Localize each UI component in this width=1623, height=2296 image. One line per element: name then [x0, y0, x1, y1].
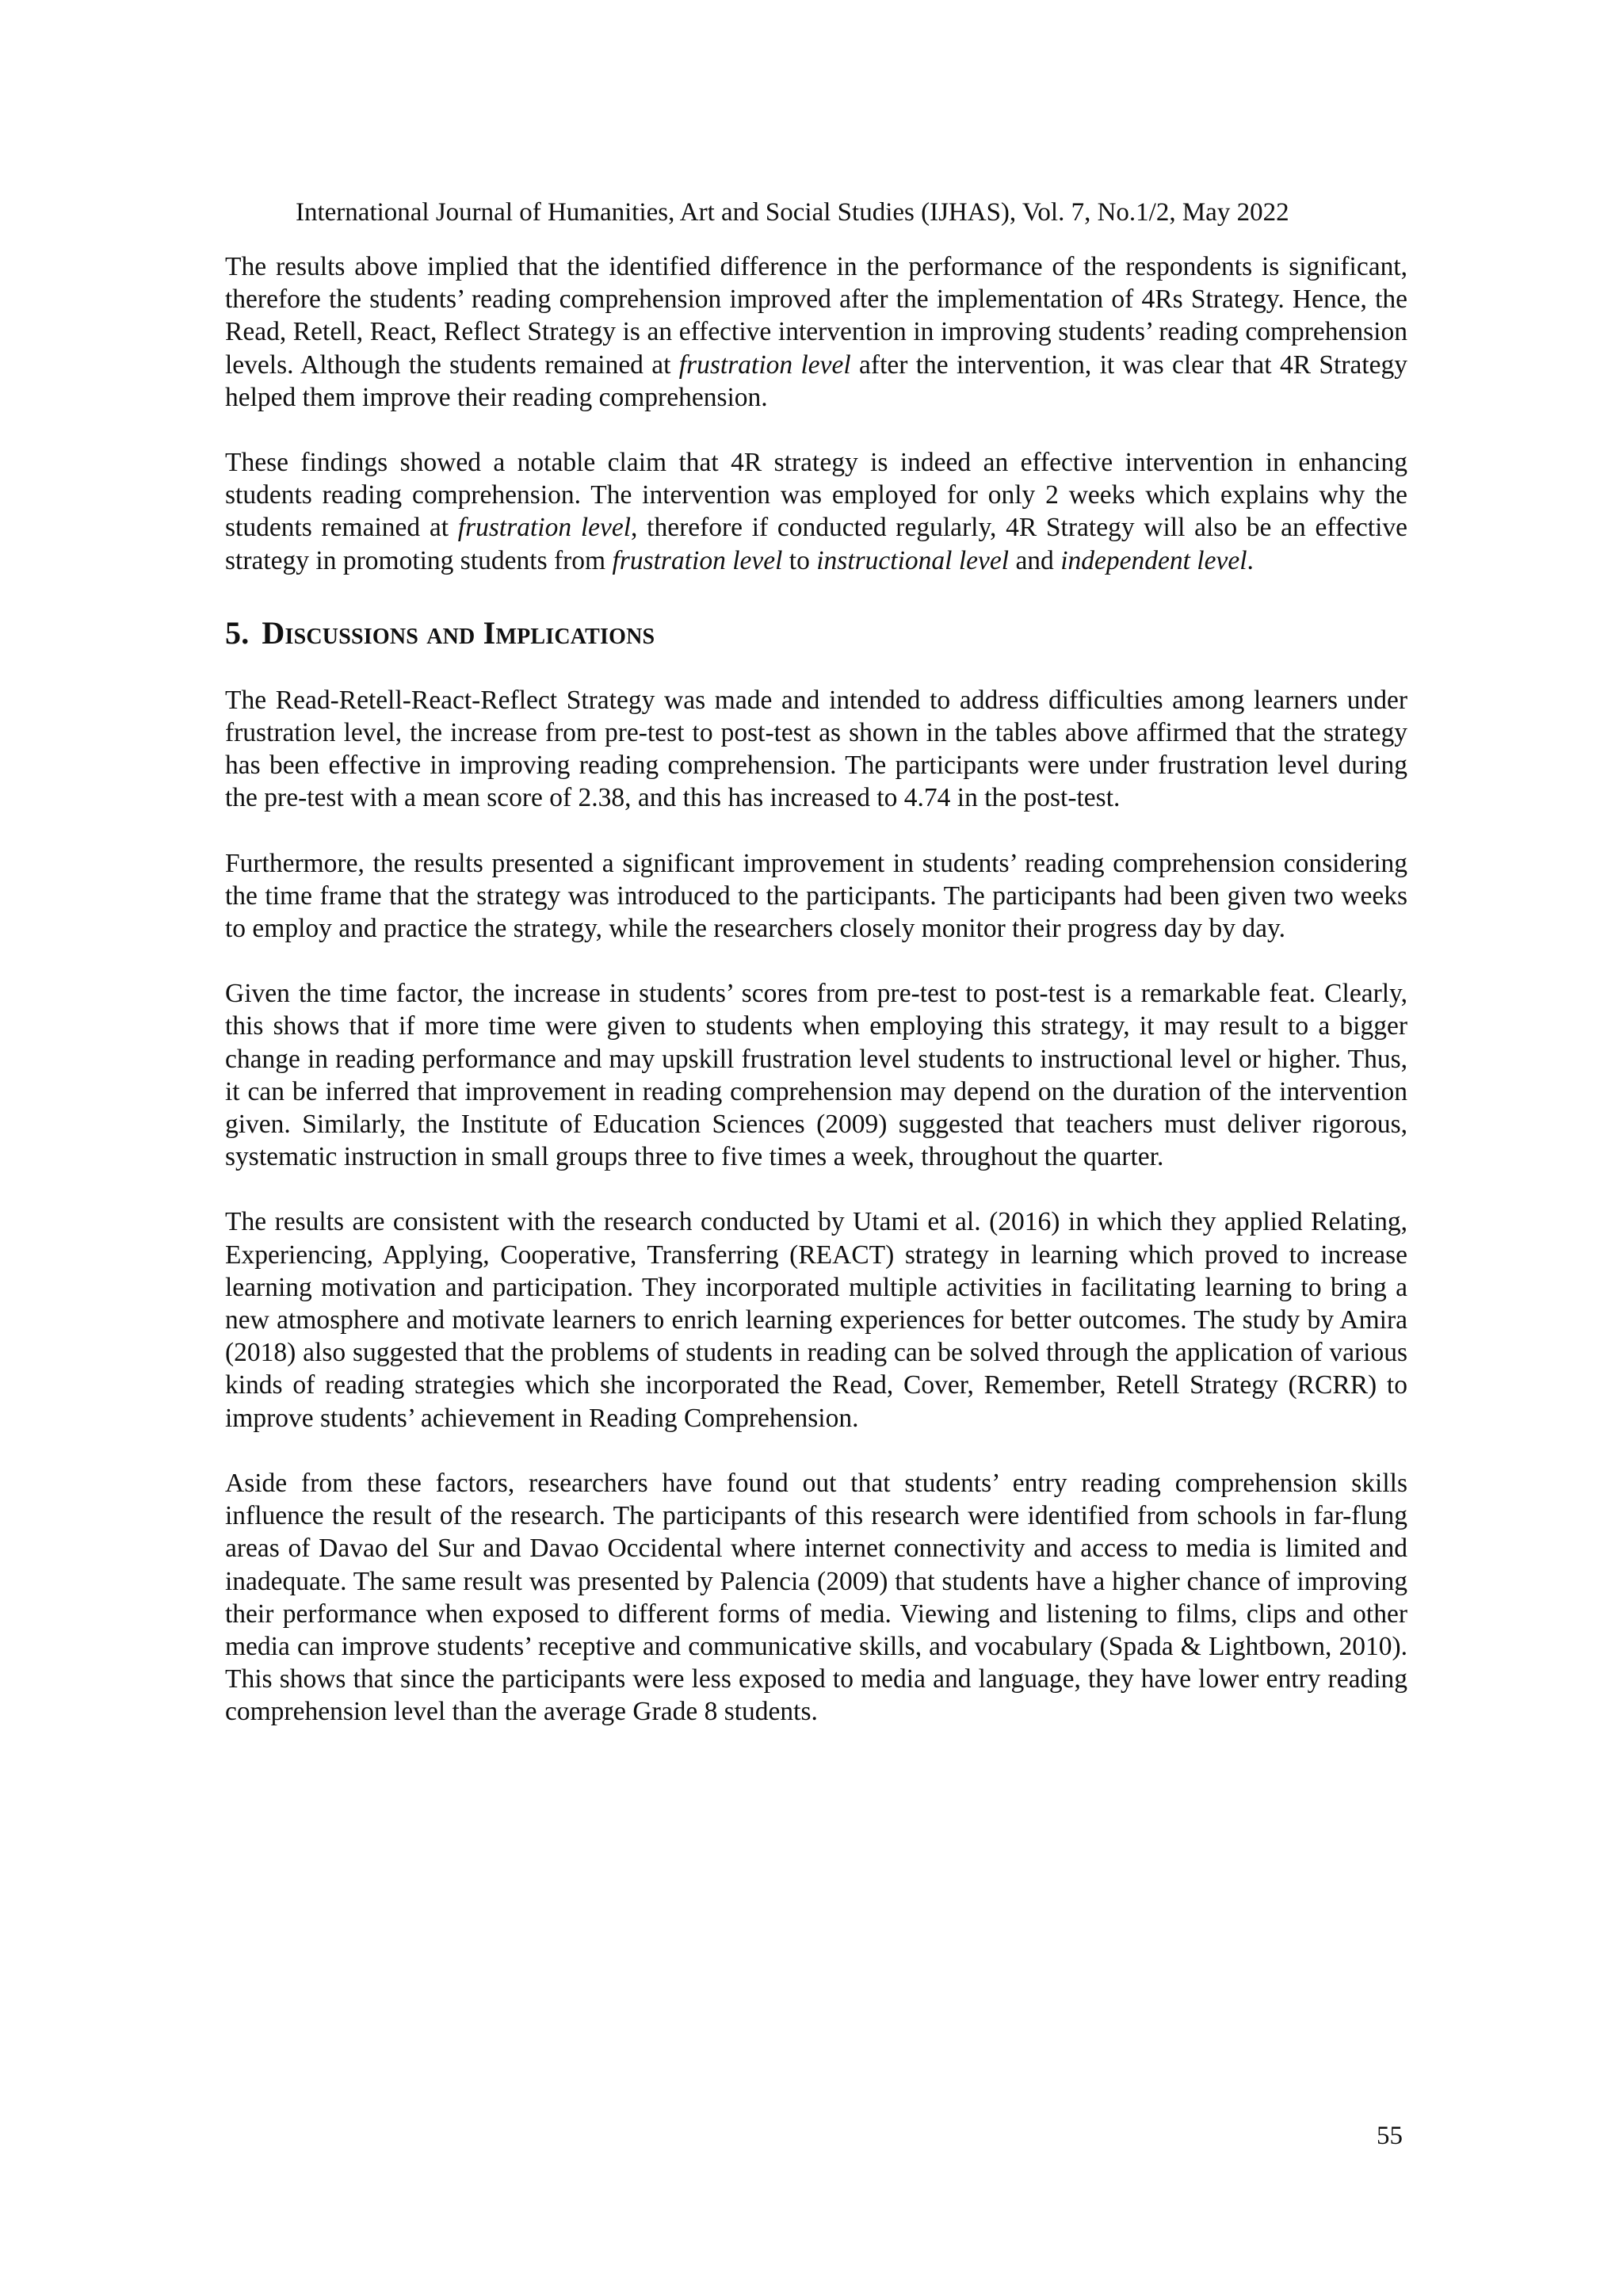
running-header: International Journal of Humanities, Art and Social Studies (IJHAS), Vol. 7, No.1/2, May 2022 — [296, 198, 1289, 227]
italic-text: frustration level — [678, 350, 851, 380]
italic-text: instructional level — [816, 545, 1010, 575]
body-text — [225, 250, 1407, 1761]
paragraphs-after-section — [225, 684, 1407, 1729]
paragraph — [225, 250, 1407, 414]
text-run: to — [782, 545, 817, 575]
section-heading — [225, 614, 1407, 652]
italic-text: independent level — [1060, 545, 1247, 575]
italic-text: frustration level — [612, 545, 783, 575]
paragraph — [225, 1467, 1407, 1729]
text-run: after the intervention, it was clear that 4R Strategy helped them improve their reading comprehension. — [225, 350, 1408, 412]
text-run: The results above implied that the identified difference in the performance of the respondents is significant, therefore the students’ reading comprehension improved after the implementation of 4Rs Strategy. Hence, the Read, Retell, React, Reflect Strategy is an effective intervention in improving students’ reading comprehension levels. Although the students remained at — [225, 252, 1407, 380]
page-number: 55 — [1377, 2122, 1403, 2150]
paragraph — [225, 1205, 1407, 1434]
paragraph — [225, 684, 1407, 815]
paragraph — [225, 977, 1407, 1173]
text-run: . — [1247, 545, 1254, 575]
section-number: 5. — [225, 614, 250, 651]
text-run: The results are consistent with the research conducted by Utami et al. (2016) in which they applied Relating, Experiencing, Applying, Cooperative, Transferring (REACT) strategy in learning which proved to increase learning motivation and participation. They incorporated multiple activities in facilitating learning to bring a new atmosphere and motivate learners to enrich learning experiences for better outcomes. The study by Amira (2018) also suggested that the problems of students in reading can be solved through the application of various kinds of reading strategies which she incorporated the Read, Cover, Remember, Retell Strategy (RCRR) to improve students’ achievement in Reading Comprehension. — [225, 1207, 1407, 1433]
italic-text: frustration level — [457, 513, 632, 543]
section-title: Discussions and Implications — [262, 614, 655, 651]
text-run: The Read-Retell-React-Reflect Strategy was made and intended to address difficulties among learners under frustration level, the increase from pre-test to post-test as shown in the tables above affirmed that the strategy has been effective in improving reading comprehension. The participants were under frustration level during the pre-test with a mean score of 2.38, and this has increased to 4.74 in the post-test. — [225, 685, 1407, 813]
text-run: and — [1009, 545, 1061, 575]
text-run: , therefore if conducted regularly, 4R Strategy will also be an effective strategy in promoting students from — [225, 513, 1408, 575]
paragraphs-before-section — [225, 250, 1407, 577]
text-run: Furthermore, the results presented a significant improvement in students’ reading comprehension considering the time frame that the strategy was introduced to the participants. The participants had been given two weeks to employ and practice the strategy, while the researchers closely monitor their progress day by day. — [225, 848, 1407, 944]
text-run: Given the time factor, the increase in students’ scores from pre-test to post-test is a remarkable feat. Clearly, this shows that if more time were given to students when employing this strategy, it may result to a bigger change in reading performance and may upskill frustration level students to instructional level or higher. Thus, it can be inferred that improvement in reading comprehension may depend on the duration of the intervention given. Similarly, the Institute of Education Sciences (2009) suggested that teachers must deliver rigorous, systematic instruction in small groups three to five times a week, throughout the quarter. — [225, 979, 1407, 1172]
paragraph — [225, 446, 1407, 577]
text-run: Aside from these factors, researchers have found out that students’ entry reading comprehension skills influence the result of the research. The participants of this research were identified from schools in far-flung areas of Davao del Sur and Davao Occidental where internet connectivity and access to media is limited and inadequate. The same result was presented by Palencia (2009) that students have a higher chance of improving their performance when exposed to different forms of media. Viewing and listening to films, clips and other media can improve students’ receptive and communicative skills, and vocabulary (Spada & Lightbown, 2010). This shows that since the participants were less exposed to media and language, they have lower entry reading comprehension level than the average Grade 8 students. — [225, 1468, 1407, 1727]
text-run: These findings showed a notable claim that 4R strategy is indeed an effective intervention in enhancing students reading comprehension. The intervention was employed for only 2 weeks which explains why the students remained at — [225, 448, 1407, 543]
paragraph — [225, 847, 1407, 946]
